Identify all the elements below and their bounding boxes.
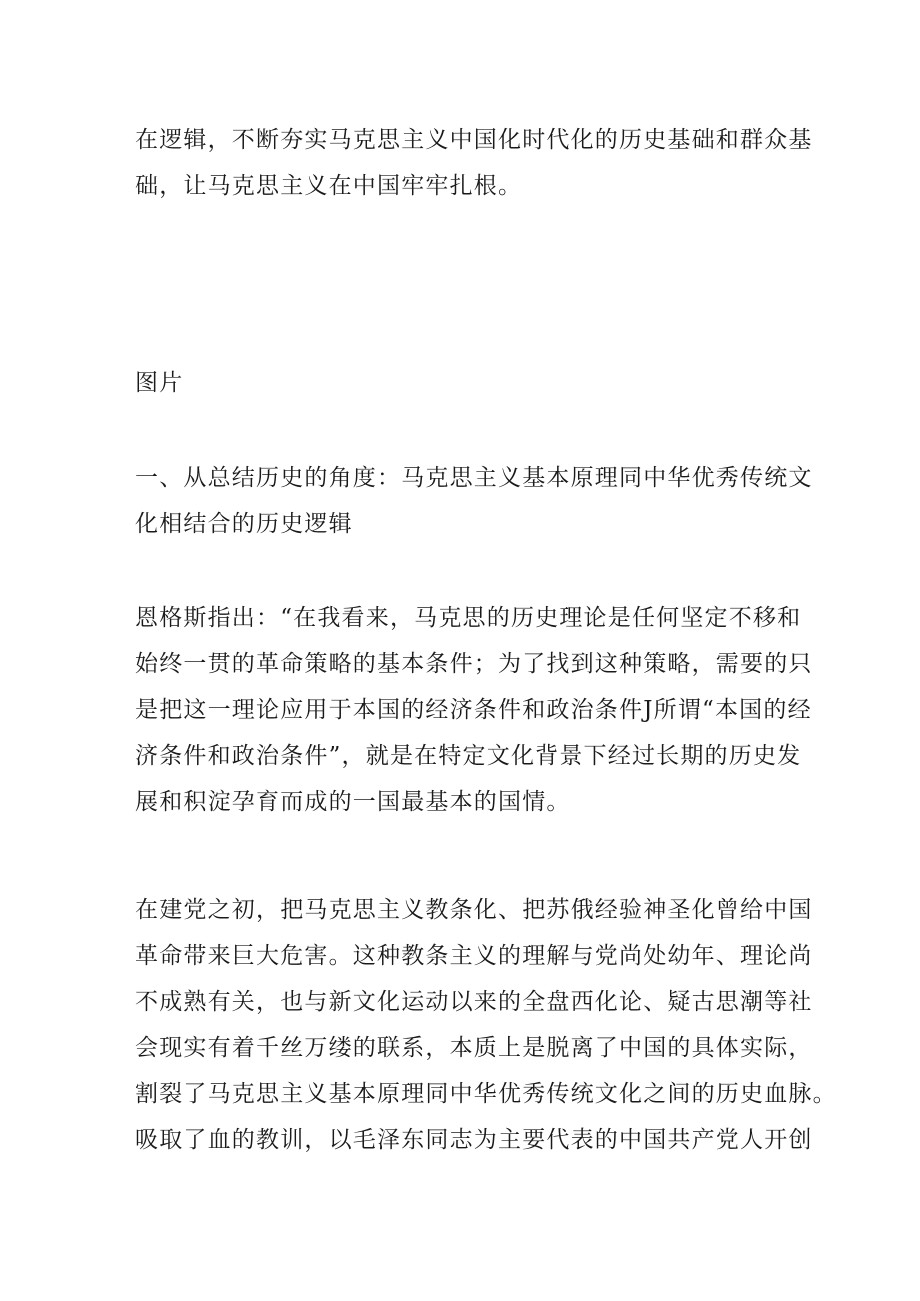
paragraph-1-line-3: 是把这一理论应用于本国的经济条件和政治条件J所谓“本国的经 [135, 697, 812, 723]
image-caption [135, 360, 795, 406]
intro-line-2: 础，让马克思主义在中国牢牢扎根。 [135, 173, 523, 199]
paragraph-engels [135, 595, 813, 825]
paragraph-1-line-2: 始终一贯的革命策略的基本条件；为了找到这种策略，需要的只 [135, 651, 813, 677]
paragraph-1-line-5: 展和积淀孕育而成的一国最基本的国情。 [135, 789, 571, 815]
section-heading-line-1: 一、从总结历史的角度：马克思主义基本原理同中华优秀传统文 [135, 465, 813, 491]
paragraph-2-line-6: 吸取了血的教训，以毛泽东同志为主要代表的中国共产党人开创 [135, 1127, 813, 1153]
paragraph-2-line-2: 革命带来巨大危害。这种教条主义的理解与党尚处幼年、理论尚 [135, 943, 813, 969]
paragraph-party-founding [135, 887, 837, 1163]
paragraph-2-line-1: 在建党之初，把马克思主义教条化、把苏俄经验神圣化曾给中国 [135, 897, 813, 923]
paragraph-2-line-5: 割裂了马克思主义基本原理同中华优秀传统文化之间的历史血脉。 [135, 1081, 837, 1107]
image-caption-text: 图片 [135, 370, 184, 396]
section-heading-line-2: 化相结合的历史逻辑 [135, 511, 353, 537]
paragraph-1-line-4: 济条件和政治条件”，就是在特定文化背景下经过长期的历史发 [135, 743, 802, 769]
section-heading [135, 455, 813, 547]
intro-paragraph [135, 117, 813, 209]
paragraph-1-line-1: 恩格斯指出：“在我看来，马克思的历史理论是任何坚定不移和 [135, 605, 802, 631]
intro-line-1: 在逻辑，不断夯实马克思主义中国化时代化的历史基础和群众基 [135, 127, 813, 153]
paragraph-2-line-3: 不成熟有关，也与新文化运动以来的全盘西化论、疑古思潮等社 [135, 989, 813, 1015]
paragraph-2-line-4: 会现实有着千丝万缕的联系，本质上是脱离了中国的具体实际， [135, 1035, 813, 1061]
